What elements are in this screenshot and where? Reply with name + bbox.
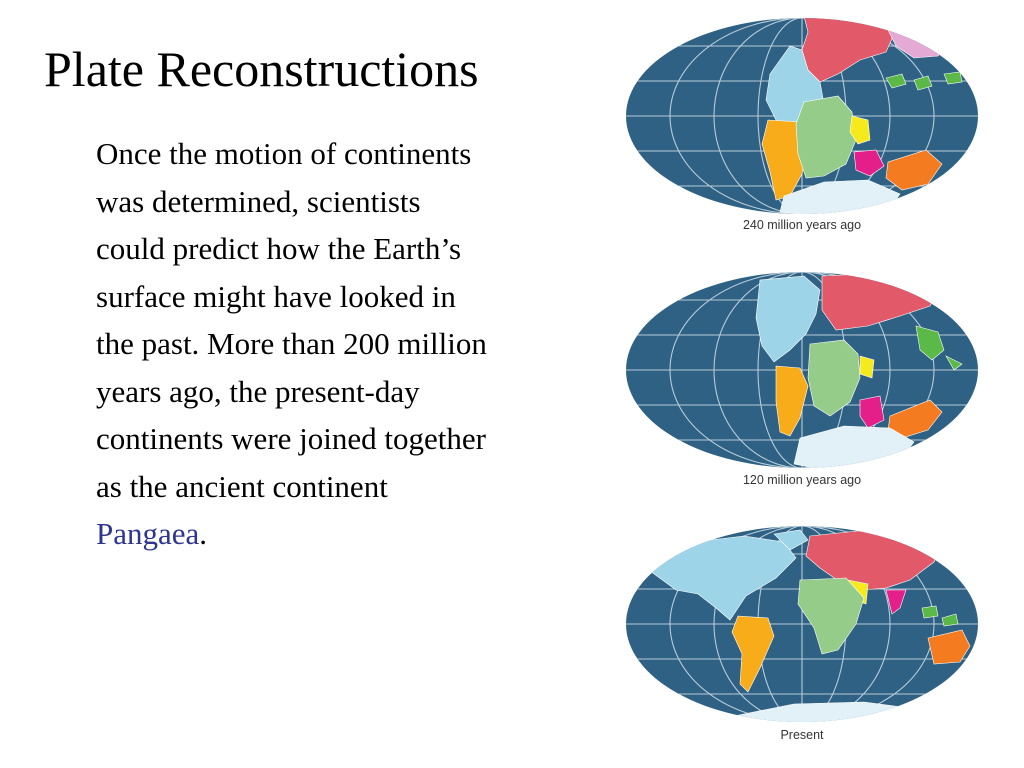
map-240-million-years-ago [624, 16, 980, 216]
map-caption-present: Present [780, 728, 824, 742]
arabia [860, 356, 874, 378]
graticule [624, 524, 980, 724]
map-caption-120: 120 million years ago [742, 473, 862, 487]
body-paragraph: Once the motion of continents was determined, scientists could predict how the Earth’s surface might have looked in the past. More than 200 million years ago, the present-day continents were joined together as the ancient continent [96, 136, 487, 504]
map-present-svg [624, 524, 980, 724]
pangaea-term: Pangaea [96, 516, 200, 551]
body-trailing-punctuation: . [199, 516, 208, 551]
map-120-million-years-ago [624, 270, 980, 470]
map-240-svg [624, 16, 980, 216]
slide-body-text [96, 130, 496, 558]
map-present [624, 524, 980, 724]
map-120-svg [624, 270, 980, 470]
map-caption-240: 240 million years ago [742, 218, 862, 232]
slide-title: Plate Reconstructions [44, 41, 479, 97]
